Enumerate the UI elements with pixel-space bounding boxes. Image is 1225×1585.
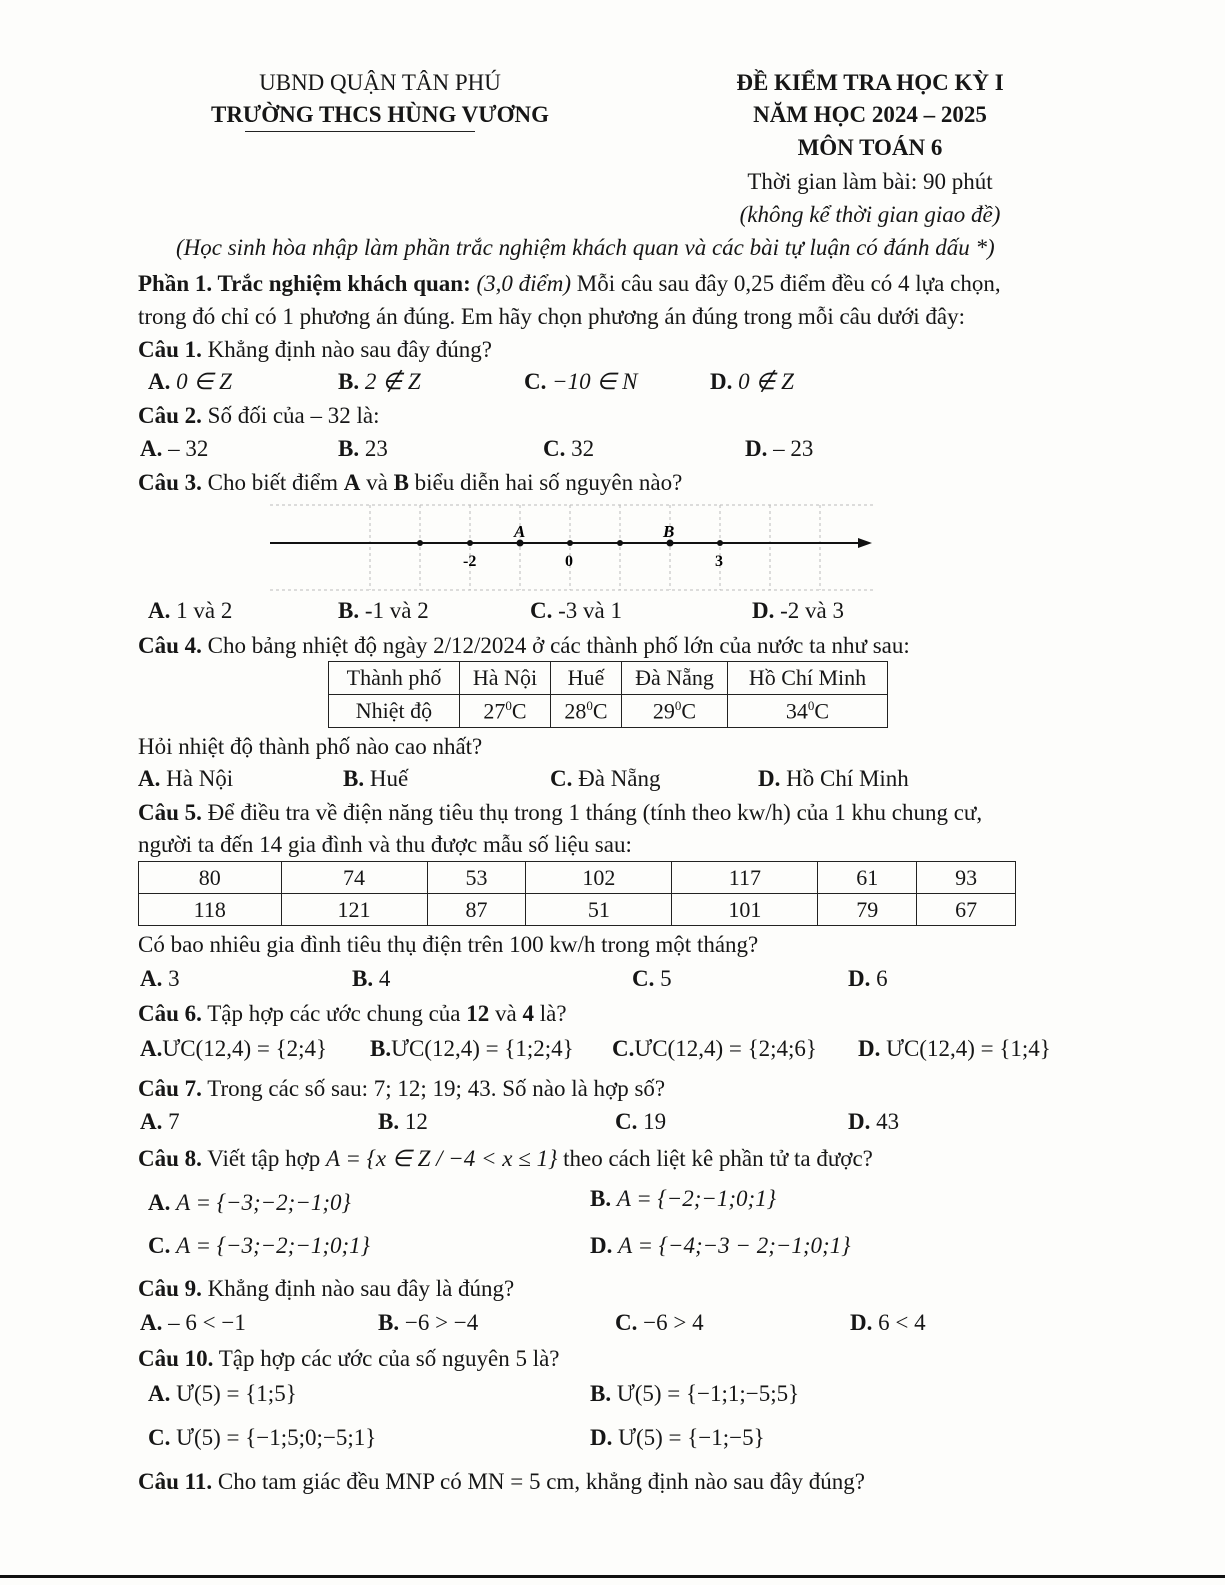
q2-option-a: A. – 32: [140, 436, 209, 461]
question-10: [138, 1346, 560, 1372]
q4-option-d: D. Hồ Chí Minh: [758, 766, 909, 791]
q2-option-d: D. – 23: [745, 436, 814, 461]
table-cell: 102: [526, 862, 672, 894]
school-year: NĂM HỌC 2024 – 2025: [753, 102, 987, 127]
tick-point: [717, 540, 723, 546]
exam-time-note: (không kể thời gian giao đề): [739, 202, 1001, 227]
q4-option-b: B. Huế: [343, 766, 409, 791]
table-header: Hà Nội: [460, 662, 551, 695]
q4-text2: Hỏi nhiệt độ thành phố nào cao nhất?: [138, 734, 483, 759]
q9-label: Câu 9.: [138, 1276, 202, 1301]
q11-label: Câu 11.: [138, 1469, 213, 1494]
question-5: [138, 800, 982, 826]
q9-option-a: A. – 6 < −1: [140, 1310, 246, 1335]
q3-option-a: A. 1 và 2: [148, 598, 233, 623]
q6-option-d: D. ƯC(12,4) = {1;4}: [858, 1036, 1051, 1061]
q8-option-a: A. A = {−3;−2;−1;0}: [148, 1190, 351, 1215]
temperature-table: [328, 661, 888, 728]
q2-option-c: C. 32: [543, 436, 595, 461]
tick-point: [417, 540, 423, 546]
district-name: UBND QUẬN TÂN PHÚ: [259, 70, 501, 95]
exam-title: ĐỀ KIỂM TRA HỌC KỲ I: [736, 70, 1004, 95]
table-cell: 101: [672, 894, 818, 926]
q3-option-d: D. -2 và 3: [752, 598, 844, 623]
tick-label-0: 0: [565, 553, 573, 570]
q10-option-c: C. Ư(5) = {−1;5;0;−5;1}: [148, 1425, 377, 1450]
q1-label: Câu 1.: [138, 337, 202, 362]
part1-intro-a: Mỗi câu sau đây 0,25 điểm đều có 4 lựa chọn,: [576, 271, 1001, 296]
table-cell: $34^0C$: [728, 695, 888, 728]
tick-point: [467, 540, 473, 546]
tick-label-3: 3: [715, 553, 723, 570]
table-cell: 53: [427, 862, 526, 894]
q8-option-c: C. A = {−3;−2;−1;0;1}: [148, 1233, 370, 1258]
q1-option-d: D. 0 ∉ Z: [710, 369, 794, 394]
part1-title: Phần 1. Trắc nghiệm khách quan:: [138, 271, 471, 296]
q9-text: Khẳng định nào sau đây là đúng?: [207, 1276, 515, 1301]
q7-option-b: B. 12: [378, 1109, 428, 1134]
q3-option-c: C. -3 và 1: [530, 598, 622, 623]
table-cell: $28^0C$: [551, 695, 622, 728]
q1-option-a: A. 0 ∈ Z: [148, 369, 232, 394]
q4-option-a: A. Hà Nội: [138, 766, 234, 791]
q5-label: Câu 5.: [138, 800, 202, 825]
q5-text: Để điều tra về điện năng tiêu thụ trong 1 tháng (tính theo kw/h) của 1 khu chung cư,: [207, 800, 983, 825]
q8-set: A = {x ∈ Z / −4 < x ≤ 1}: [325, 1146, 558, 1171]
table-cell: 61: [818, 862, 917, 894]
tick-point: [617, 540, 623, 546]
subject: MÔN TOÁN 6: [797, 135, 943, 160]
q8-option-b: B. A = {−2;−1;0;1}: [590, 1186, 776, 1211]
table-header: Thành phố: [329, 662, 460, 695]
q7-text: Trong các số sau: 7; 12; 19; 43. Số nào là hợp số?: [207, 1076, 666, 1101]
table-cell: 93: [917, 862, 1016, 894]
question-4: [138, 633, 910, 659]
table-cell: 80: [139, 862, 282, 894]
q6-option-c: C.ƯC(12,4) = {2;4;6}: [612, 1036, 817, 1061]
part1-heading: [138, 271, 1001, 297]
q5-text-b: người ta đến 14 gia đình và thu được mẫu số liệu sau:: [138, 832, 632, 857]
school-underline: [245, 131, 475, 132]
q1-option-b: B. 2 ∉ Z: [338, 369, 421, 394]
q9-option-c: C. −6 > 4: [615, 1310, 704, 1335]
q2-text: Số đối của – 32 là:: [207, 403, 380, 428]
part1-points: (3,0 điểm): [476, 271, 572, 296]
inclusion-note: (Học sinh hòa nhập làm phần trắc nghiệm khách quan và các bài tự luận có đánh dấu *): [176, 235, 995, 260]
table-cell: 117: [672, 862, 818, 894]
q4-option-c: C. Đà Nẵng: [550, 766, 661, 791]
label-b: B: [663, 522, 675, 541]
q3-label: Câu 3.: [138, 470, 202, 495]
q9-option-d: D. 6 < 4: [850, 1310, 926, 1335]
question-3: Câu 3. Cho biết điểm A và B biểu diễn hai số nguyên nào?: [138, 470, 683, 495]
table-header: Huế: [551, 662, 622, 695]
tick-label-minus-2: -2: [463, 553, 477, 570]
q5-option-b: B. 4: [352, 966, 391, 991]
q10-text: Tập hợp các ước của số nguyên 5 là?: [218, 1346, 560, 1371]
electricity-table: [138, 861, 1016, 926]
part1-intro-b: trong đó chỉ có 1 phương án đúng. Em hãy chọn phương án đúng trong mỗi câu dưới đây:: [138, 304, 966, 329]
q1-option-c: C. −10 ∈ N: [524, 369, 638, 394]
q5-option-a: A. 3: [140, 966, 180, 991]
q7-option-c: C. 19: [615, 1109, 667, 1134]
q6-option-a: A.ƯC(12,4) = {2;4}: [140, 1036, 328, 1061]
table-cell: 118: [139, 894, 282, 926]
table-cell: 51: [526, 894, 672, 926]
question-6: Câu 6. Tập hợp các ước chung của 12 và 4 là?: [138, 1001, 567, 1026]
q5-option-d: D. 6: [848, 966, 888, 991]
table-row-label: Nhiệt độ: [329, 695, 460, 728]
table-cell: 79: [818, 894, 917, 926]
q7-label: Câu 7.: [138, 1076, 202, 1101]
q6-option-b: B.ƯC(12,4) = {1;2;4}: [370, 1036, 574, 1061]
q9-option-b: B. −6 > −4: [378, 1310, 479, 1335]
q5-option-c: C. 5: [632, 966, 672, 991]
q5-text2: Có bao nhiêu gia đình tiêu thụ điện trên 100 kw/h trong một tháng?: [138, 932, 759, 957]
q10-option-d: D. Ư(5) = {−1;−5}: [590, 1425, 765, 1450]
page-bottom-border: [0, 1575, 1225, 1578]
school-name: TRƯỜNG THCS HÙNG VƯƠNG: [210, 102, 549, 127]
q4-label: Câu 4.: [138, 633, 202, 658]
q11-text: Cho tam giác đều MNP có MN = 5 cm, khẳng định nào sau đây đúng?: [217, 1469, 865, 1494]
q10-option-a: A. Ư(5) = {1;5}: [148, 1381, 297, 1406]
q6-label: Câu 6.: [138, 1001, 202, 1026]
table-cell: 67: [917, 894, 1016, 926]
q1-text: Khẳng định nào sau đây đúng?: [207, 337, 492, 362]
question-2: [138, 403, 380, 429]
q7-option-d: D. 43: [848, 1109, 900, 1134]
q8-label: Câu 8.: [138, 1146, 202, 1171]
question-7: [138, 1076, 665, 1102]
q2-option-b: B. 23: [338, 436, 388, 461]
question-1: [138, 337, 492, 363]
table-header: Đà Nẵng: [622, 662, 728, 695]
q7-option-a: A. 7: [140, 1109, 180, 1134]
q10-label: Câu 10.: [138, 1346, 214, 1371]
tick-point: [567, 540, 573, 546]
table-cell: $29^0C$: [622, 695, 728, 728]
number-line: [260, 495, 880, 605]
arrow-icon: [858, 538, 872, 548]
label-a: A: [514, 522, 526, 541]
question-8: Câu 8. Viết tập hợp A = {x ∈ Z / −4 < x ≤ 1} theo cách liệt kê phần tử ta được?: [138, 1146, 873, 1171]
q3-option-b: B. -1 và 2: [338, 598, 429, 623]
table-cell: 87: [427, 894, 526, 926]
q2-label: Câu 2.: [138, 403, 202, 428]
question-11: [138, 1469, 865, 1495]
table-header: Hồ Chí Minh: [728, 662, 888, 695]
q8-option-d: D. A = {−4;−3 − 2;−1;0;1}: [590, 1233, 851, 1258]
table-cell: 74: [281, 862, 427, 894]
q4-text: Cho bảng nhiệt độ ngày 2/12/2024 ở các thành phố lớn của nước ta như sau:: [207, 633, 910, 658]
question-9: [138, 1276, 514, 1302]
table-cell: 121: [281, 894, 427, 926]
q10-option-b: B. Ư(5) = {−1;1;−5;5}: [590, 1381, 800, 1406]
table-cell: $27^0C$: [460, 695, 551, 728]
exam-time: Thời gian làm bài: 90 phút: [747, 169, 993, 194]
